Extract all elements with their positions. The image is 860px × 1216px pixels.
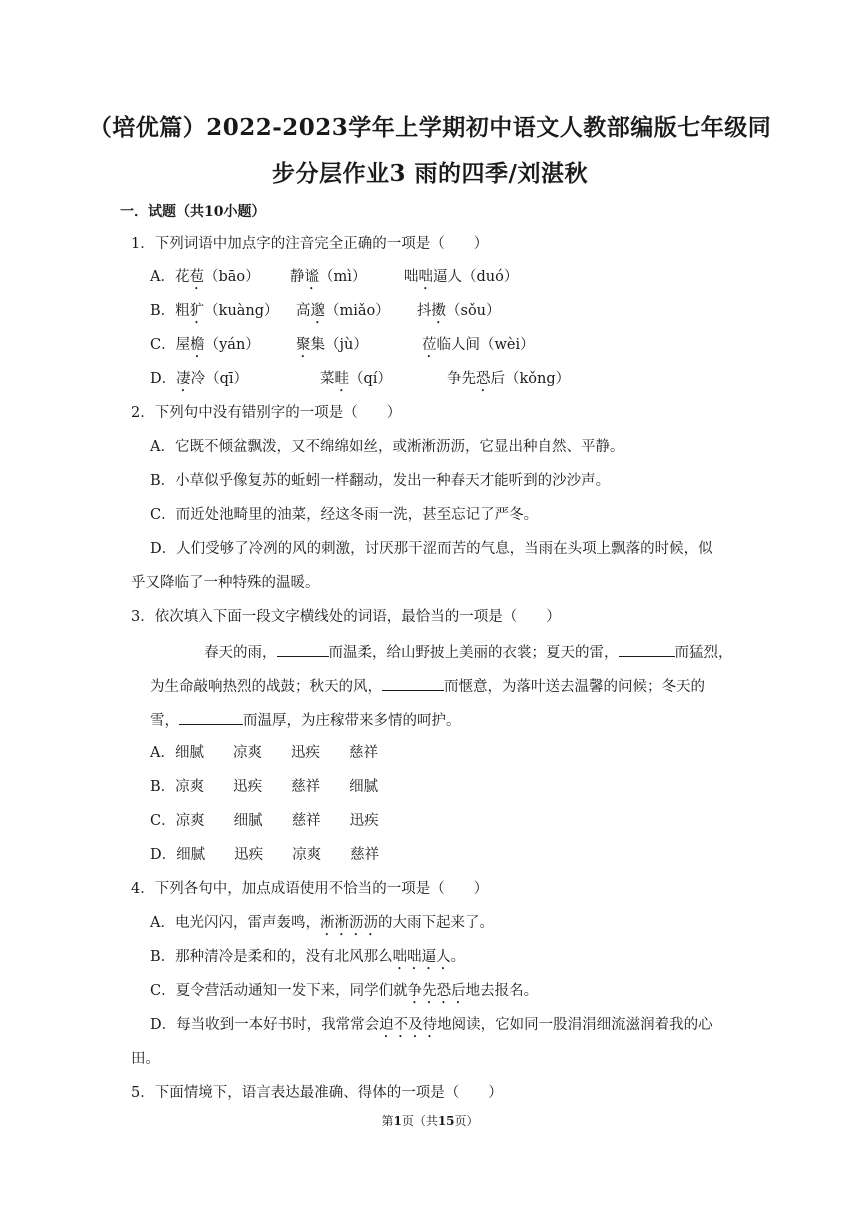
fill-blank: [382, 674, 444, 691]
q4-option-b: [150, 946, 465, 973]
q2-option-d-line-1: D．人们受够了冷冽的风的刺激，讨厌那干涩而苦的气息，当雨在头项上飘落的时候，似: [150, 541, 713, 557]
q4-option-c: [150, 980, 538, 1007]
option-label: C．: [150, 337, 176, 353]
word-pinyin: （sǒu）: [446, 303, 501, 319]
footer-text: 页）: [454, 1114, 479, 1128]
dotted-char: 苞: [189, 269, 204, 285]
page-footer: [0, 1112, 860, 1129]
option-label: B．: [150, 303, 176, 319]
q4-option-d-line-1: [150, 1014, 713, 1041]
word-pinyin: （mì）: [319, 269, 367, 285]
word-pinyin: 逼人（duó）: [433, 269, 519, 285]
option-text: 。: [450, 949, 466, 965]
word-text: 争先: [447, 371, 476, 387]
word-pinyin: （miǎo）: [325, 303, 390, 319]
dotted-char: 檐: [190, 337, 205, 353]
dotted-idiom: 迫不及待: [379, 1017, 438, 1033]
q1-option-b: [150, 300, 501, 327]
option-label: D．: [150, 371, 177, 387]
word-pinyin: （qí）: [349, 371, 392, 387]
passage-text: 雪，: [150, 713, 179, 729]
q1-option-c: [150, 334, 535, 361]
dotted-char: 畦: [334, 371, 349, 387]
dotted-idiom: 淅淅沥沥: [319, 915, 378, 931]
q3-passage-line-3: [150, 708, 461, 732]
option-text: 地阅读，它如同一股涓涓细流滋润着我的心: [437, 1017, 713, 1033]
section-heading: 一．试题（共10小题）: [120, 204, 266, 220]
q3-stem: 3．依次填入下面一段文字横线处的词语，最恰当的一项是（ ）: [131, 609, 561, 625]
document-title-line-1: （培优篇）2022-2023学年上学期初中语文人教部编版七年级同: [88, 114, 772, 141]
word-text: 抖: [417, 303, 432, 319]
dotted-char: 恐: [476, 371, 491, 387]
q4-stem: 4．下列各句中，加点成语使用不恰当的一项是（ ）: [131, 881, 489, 897]
passage-text: 而温厚，为庄稼带来多情的呵护。: [243, 713, 461, 729]
q2-option-c: C．而近处池畸里的油菜，经这冬雨一洗，甚至忘记了严冬。: [150, 507, 539, 523]
q2-stem: 2．下列句中没有错别字的一项是（ ）: [131, 405, 402, 421]
fill-blank: [619, 640, 675, 657]
q3-passage-line-2: [150, 674, 705, 698]
q1-option-d: [150, 368, 571, 395]
dotted-idiom: 争先恐后: [407, 983, 466, 999]
option-text: 地去报名。: [465, 983, 539, 999]
option-text: D．每当收到一本好书时，我常常会: [150, 1017, 380, 1033]
footer-text: 页（共: [401, 1114, 438, 1128]
option-text: C．夏令营活动通知一发下来，同学们就: [150, 983, 408, 999]
q1-stem: 1．下列词语中加点字的注音完全正确的一项是（ ）: [131, 236, 489, 252]
word-text: 咄: [404, 269, 419, 285]
word-pinyin: 后（kǒng）: [490, 371, 571, 387]
q1-option-a: [150, 266, 519, 293]
word-pinyin: （bāo）: [203, 269, 260, 285]
q5-stem: 5．下面情境下，语言表达最准确、得体的一项是（ ）: [131, 1085, 503, 1101]
q4-option-a: [150, 912, 494, 939]
option-text: A．电光闪闪，雷声轰鸣，: [150, 915, 320, 931]
passage-text: 而惬意，为落叶送去温馨的问候；冬天的: [444, 679, 705, 695]
dotted-char: 犷: [189, 303, 205, 319]
option-text: B．那种清冷是柔和的，没有北风那么: [150, 949, 393, 965]
dotted-char: 邈: [310, 303, 325, 319]
footer-text: 第: [381, 1114, 394, 1128]
q3-passage-line-1: [204, 640, 733, 664]
q3-option-b: B．凉爽 迅疾 慈祥 细腻: [150, 779, 379, 795]
dotted-char: 咄: [418, 269, 433, 285]
passage-text: 春天的雨，: [204, 645, 277, 661]
page-number: 1: [393, 1114, 402, 1128]
fill-blank: [277, 640, 329, 657]
option-text: 的大雨下起来了。: [377, 915, 494, 931]
q3-option-d: D．细腻 迅疾 凉爽 慈祥: [150, 847, 380, 863]
fill-blank: [179, 708, 243, 725]
word-pinyin: （kuàng）: [204, 303, 279, 319]
dotted-char: 擞: [431, 303, 446, 319]
passage-text: 为生命敲响热烈的战鼓；秋天的风，: [150, 679, 382, 695]
word-text: 静: [290, 269, 305, 285]
dotted-char: 聚: [296, 337, 311, 353]
q3-option-c: C．凉爽 细腻 慈祥 迅疾: [150, 813, 379, 829]
word-pinyin: （yán）: [204, 337, 260, 353]
word-text: 高: [296, 303, 311, 319]
word-pinyin: 集（jù）: [310, 337, 368, 353]
dotted-idiom: 咄咄逼人: [392, 949, 451, 965]
dotted-char: 莅: [422, 337, 437, 353]
word-pinyin: 冷（qī）: [190, 371, 249, 387]
dotted-char: 谧: [304, 269, 319, 285]
q2-option-a: A．它既不倾盆飘泼，又不绵绵如丝，或淅淅沥沥，它显出种自然、平静。: [150, 439, 625, 455]
q3-option-a: A．细腻 凉爽 迅疾 慈祥: [150, 745, 378, 761]
passage-text: 而温柔，给山野披上美丽的衣裳；夏天的雷，: [328, 645, 619, 661]
page-total: 15: [437, 1114, 455, 1128]
option-label: A．: [150, 269, 175, 285]
dotted-char: 凄: [176, 371, 191, 387]
passage-text: 而猛烈，: [674, 645, 733, 661]
word-text: 粗: [175, 303, 190, 319]
word-text: 花: [174, 269, 190, 285]
word-pinyin: 临人间（wèi）: [436, 337, 535, 353]
q2-option-d-line-2: 乎又降临了一种特殊的温暖。: [131, 575, 320, 591]
word-text: 菜: [320, 371, 335, 387]
document-title-line-2: 步分层作业3 雨的四季/刘湛秋: [272, 160, 588, 187]
q2-option-b: B．小草似乎像复苏的蚯蚓一样翻动，发出一种春天才能听到的沙沙声。: [150, 473, 611, 489]
word-text: 屋: [175, 337, 191, 353]
q4-option-d-line-2: 田。: [131, 1051, 160, 1067]
